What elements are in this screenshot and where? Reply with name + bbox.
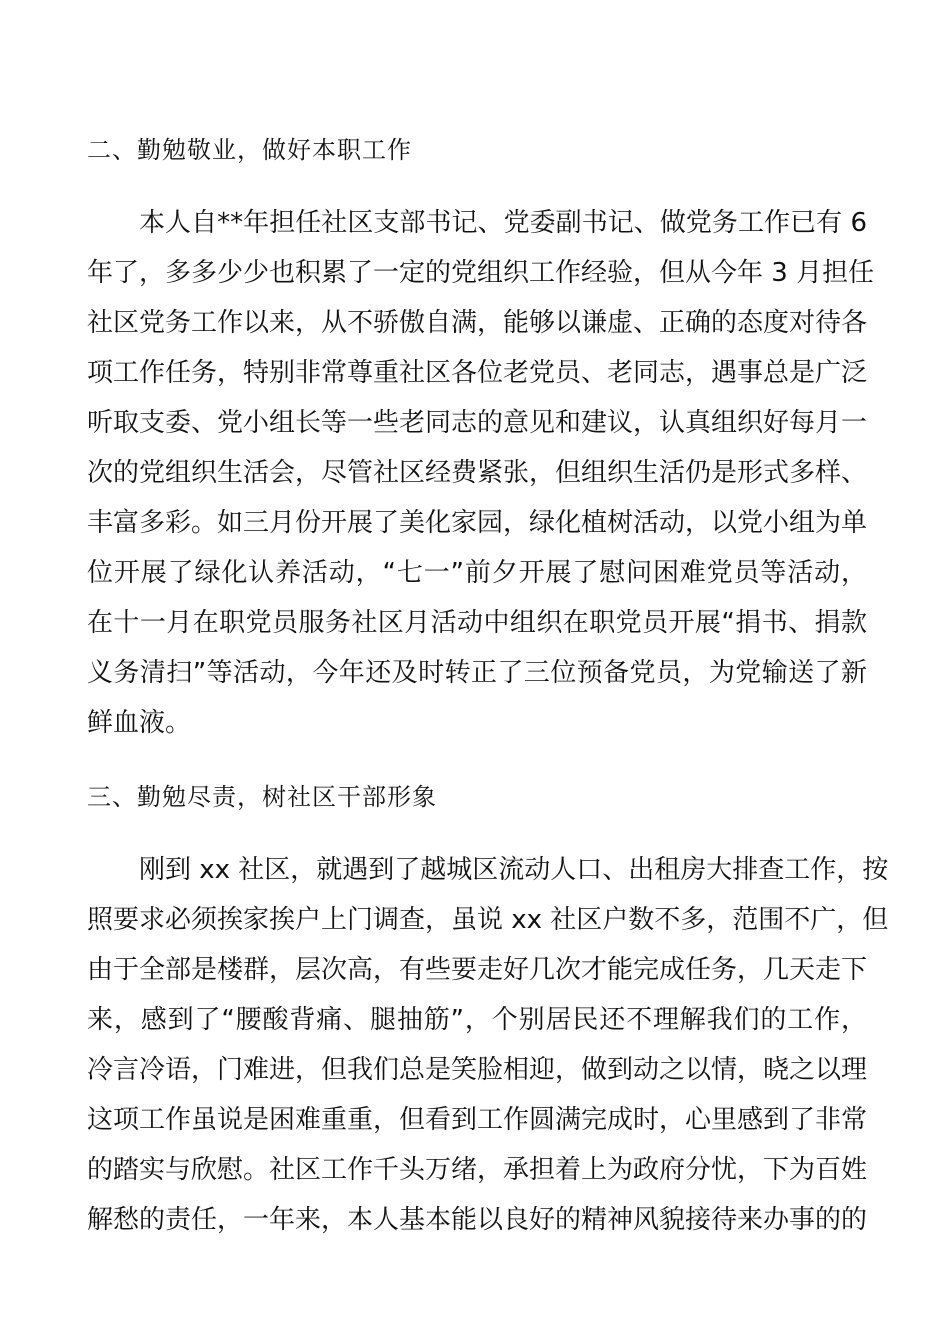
- paragraph-line: 次的党组织生活会，尽管社区经费紧张，但组织生活仍是形式多样、: [87, 458, 868, 488]
- section-heading-2: 二、勤勉敬业，做好本职工作: [87, 136, 412, 164]
- paragraph-line: 鲜血液。: [87, 708, 192, 738]
- paragraph-line: 丰富多彩。如三月份开展了美化家园，绿化植树活动，以党小组为单: [87, 508, 868, 538]
- paragraph-line: 本人自**年担任社区支部书记、党委副书记、做党务工作已有 6: [139, 208, 867, 238]
- section-heading-3: 三、勤勉尽责，树社区干部形象: [87, 783, 437, 811]
- paragraph-line: 照要求必须挨家挨户上门调查，虽说 xx 社区户数不多，范围不广，但: [87, 905, 889, 935]
- paragraph-line: 社区党务工作以来，从不骄傲自满，能够以谦虚、正确的态度对待各: [87, 308, 868, 338]
- paragraph-line: 来，感到了“腰酸背痛、腿抽筋”，个别居民还不理解我们的工作，: [87, 1005, 867, 1035]
- paragraph-line: 在十一月在职党员服务社区月活动中组织在职党员开展“捐书、捐款: [87, 608, 867, 638]
- paragraph-line: 义务清扫”等活动，今年还及时转正了三位预备党员，为党输送了新: [87, 658, 867, 688]
- section-2-paragraph: [87, 198, 875, 748]
- paragraph-line: 年了，多多少少也积累了一定的党组织工作经验，但从今年 3 月担任: [87, 258, 875, 288]
- paragraph-line: 的踏实与欣慰。社区工作千头万绪，承担着上为政府分忧，下为百姓: [87, 1155, 868, 1185]
- paragraph-line: 听取支委、党小组长等一些老同志的意见和建议，认真组织好每月一: [87, 408, 868, 438]
- paragraph-line: 这项工作虽说是困难重重，但看到工作圆满完成时，心里感到了非常: [87, 1105, 868, 1135]
- paragraph-line: 冷言冷语，门难进，但我们总是笑脸相迎，做到动之以情，晓之以理: [87, 1055, 868, 1085]
- paragraph-line: 刚到 xx 社区，就遇到了越城区流动人口、出租房大排查工作，按: [139, 855, 889, 885]
- section-3-paragraph: [87, 845, 889, 1245]
- paragraph-line: 项工作任务，特别非常尊重社区各位老党员、老同志，遇事总是广泛: [87, 358, 868, 388]
- paragraph-line: 由于全部是楼群，层次高，有些要走好几次才能完成任务，几天走下: [87, 955, 868, 985]
- paragraph-line: 位开展了绿化认养活动，“七一”前夕开展了慰问困难党员等活动，: [87, 558, 867, 588]
- paragraph-line: 解愁的责任，一年来，本人基本能以良好的精神风貌接待来办事的的: [87, 1205, 868, 1235]
